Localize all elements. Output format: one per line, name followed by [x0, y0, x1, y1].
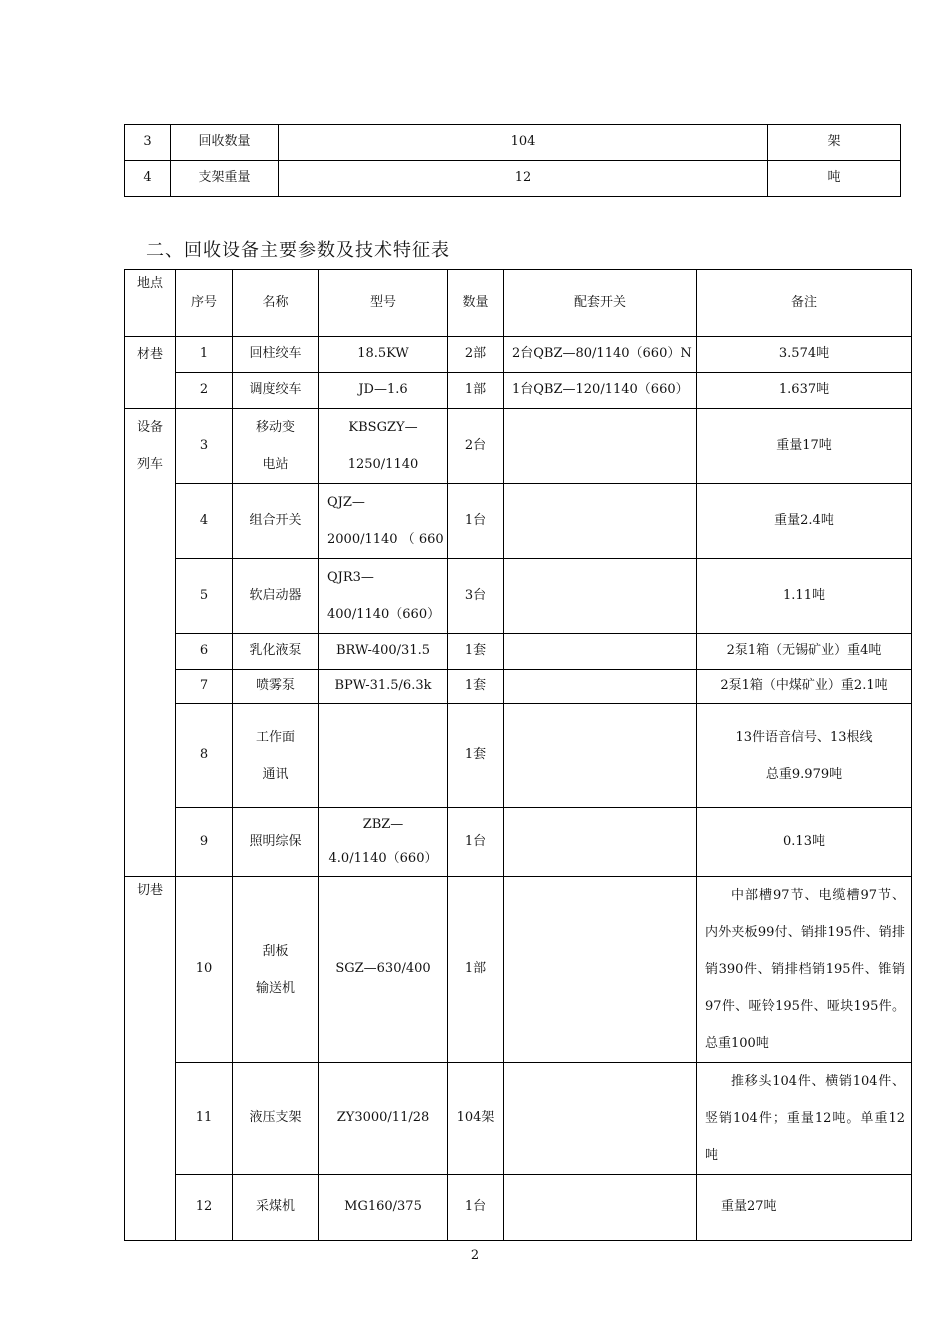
row-number: 9 [176, 808, 233, 877]
table-row [125, 161, 901, 197]
equipment-remark: 1.11吨 [697, 559, 912, 634]
equipment-qty: 1台 [448, 1175, 504, 1241]
row-number: 4 [125, 161, 171, 197]
equipment-remark: 2泵1箱（中煤矿业）重2.1吨 [697, 670, 912, 704]
matching-switch [504, 877, 697, 1063]
equipment-name: 采煤机 [233, 1175, 319, 1241]
equipment-model [319, 808, 448, 877]
header-qty: 数量 [448, 270, 504, 337]
equipment-model [319, 484, 448, 559]
row-number: 6 [176, 634, 233, 670]
table-row [125, 409, 912, 484]
equipment-remark: 3.574吨 [697, 337, 912, 373]
remark-line: 总重9.979吨 [765, 766, 843, 782]
table-row [125, 704, 912, 808]
section-heading: 二、回收设备主要参数及技术特征表 [146, 240, 450, 261]
equipment-remark: 推移头104件、横销104件、竖销104件；重量12吨。单重12吨 [697, 1063, 912, 1175]
item-name: 回收数量 [171, 125, 279, 161]
table-row [125, 877, 912, 1063]
table-row [125, 337, 912, 373]
equipment-model: JD—1.6 [319, 373, 448, 409]
location-text: 材巷 [136, 347, 163, 362]
equipment-qty: 1套 [448, 634, 504, 670]
row-number: 8 [176, 704, 233, 808]
equipment-name [233, 409, 319, 484]
equipment-name: 喷雾泵 [233, 670, 319, 704]
equipment-name: 照明综保 [233, 808, 319, 877]
header-no: 序号 [176, 270, 233, 337]
item-name: 支架重量 [171, 161, 279, 197]
model-line: 4.0/1140（660） [328, 851, 438, 866]
equipment-name: 调度绞车 [233, 373, 319, 409]
equipment-qty: 1台 [448, 808, 504, 877]
row-number: 4 [176, 484, 233, 559]
item-unit: 架 [768, 125, 901, 161]
equipment-table [124, 269, 912, 1241]
header-location: 地点 [125, 270, 176, 337]
equipment-model: 18.5KW [319, 337, 448, 373]
location-cell [125, 337, 176, 409]
header-remark: 备注 [697, 270, 912, 337]
matching-switch [504, 409, 697, 484]
equipment-name: 回柱绞车 [233, 337, 319, 373]
matching-switch [504, 634, 697, 670]
row-number: 5 [176, 559, 233, 634]
equipment-qty: 1套 [448, 670, 504, 704]
equipment-model [319, 559, 448, 634]
equipment-remark: 中部槽97节、电缆槽97节、内外夹板99付、销排195件、销排销390件、销排档销195件、锥销97件、哑铃195件、哑块195件。总重100吨 [697, 877, 912, 1063]
equipment-qty: 104架 [448, 1063, 504, 1175]
equipment-remark: 重量27吨 [697, 1175, 912, 1241]
equipment-model: BPW-31.5/6.3k [319, 670, 448, 704]
equipment-name: 软启动器 [233, 559, 319, 634]
matching-switch: 2台QBZ—80/1140（660）N [504, 337, 697, 373]
row-number: 11 [176, 1063, 233, 1175]
location-text: 列车 [136, 457, 163, 472]
matching-switch [504, 704, 697, 808]
equipment-qty: 2部 [448, 337, 504, 373]
name-line: 电站 [262, 457, 289, 472]
matching-switch [504, 484, 697, 559]
header-model: 型号 [319, 270, 448, 337]
name-line: 通讯 [262, 766, 289, 782]
equipment-remark [697, 704, 912, 808]
matching-switch [504, 808, 697, 877]
matching-switch [504, 1063, 697, 1175]
item-value: 104 [279, 125, 768, 161]
row-number: 7 [176, 670, 233, 704]
header-row [125, 270, 912, 337]
table-row [125, 125, 901, 161]
equipment-remark: 1.637吨 [697, 373, 912, 409]
model-line: KBSGZY— [348, 420, 418, 435]
item-unit: 吨 [768, 161, 901, 197]
summary-table [124, 124, 901, 197]
name-line: 刮板 [262, 943, 289, 959]
table-row [125, 373, 912, 409]
equipment-name: 乳化液泵 [233, 634, 319, 670]
header-switch: 配套开关 [504, 270, 697, 337]
row-number: 3 [176, 409, 233, 484]
table-row [125, 1175, 912, 1241]
equipment-remark: 0.13吨 [697, 808, 912, 877]
equipment-model: ZY3000/11/28 [319, 1063, 448, 1175]
matching-switch [504, 559, 697, 634]
row-number: 1 [176, 337, 233, 373]
model-line: 1250/1140 [347, 457, 419, 472]
table-row [125, 670, 912, 704]
equipment-qty: 1部 [448, 877, 504, 1063]
name-line: 输送机 [255, 980, 295, 996]
model-line: QJZ— [327, 495, 365, 510]
equipment-remark: 重量2.4吨 [697, 484, 912, 559]
location-cell [125, 409, 176, 877]
name-line: 移动变 [255, 420, 295, 435]
name-line: 工作面 [255, 729, 295, 745]
table-row [125, 634, 912, 670]
row-number: 12 [176, 1175, 233, 1241]
location-cell [125, 877, 176, 1241]
location-text: 切巷 [136, 883, 163, 898]
table-row [125, 559, 912, 634]
equipment-model: BRW-400/31.5 [319, 634, 448, 670]
equipment-qty: 3台 [448, 559, 504, 634]
matching-switch [504, 1175, 697, 1241]
table-row [125, 1063, 912, 1175]
matching-switch: 1台QBZ—120/1140（660） [504, 373, 697, 409]
equipment-model [319, 409, 448, 484]
equipment-qty: 2台 [448, 409, 504, 484]
model-line: 2000/1140 （ 660 [327, 532, 444, 547]
table-row [125, 484, 912, 559]
item-value: 12 [279, 161, 768, 197]
model-line: ZBZ— [362, 817, 404, 832]
header-name: 名称 [233, 270, 319, 337]
model-line: 400/1140（660） [327, 607, 441, 622]
page-number: 2 [470, 1248, 480, 1263]
equipment-model: MG160/375 [319, 1175, 448, 1241]
equipment-name: 液压支架 [233, 1063, 319, 1175]
matching-switch [504, 670, 697, 704]
equipment-model [319, 704, 448, 808]
equipment-qty: 1部 [448, 373, 504, 409]
remark-line: 13件语音信号、13根线 [735, 729, 873, 745]
model-line: QJR3— [327, 570, 374, 585]
location-text: 设备 [136, 420, 163, 435]
row-number: 2 [176, 373, 233, 409]
equipment-qty: 1套 [448, 704, 504, 808]
table-row [125, 808, 912, 877]
equipment-model: SGZ—630/400 [319, 877, 448, 1063]
equipment-name [233, 704, 319, 808]
equipment-remark: 重量17吨 [697, 409, 912, 484]
equipment-qty: 1台 [448, 484, 504, 559]
row-number: 3 [125, 125, 171, 161]
equipment-remark: 2泵1箱（无锡矿业）重4吨 [697, 634, 912, 670]
row-number: 10 [176, 877, 233, 1063]
equipment-name: 组合开关 [233, 484, 319, 559]
equipment-name [233, 877, 319, 1063]
